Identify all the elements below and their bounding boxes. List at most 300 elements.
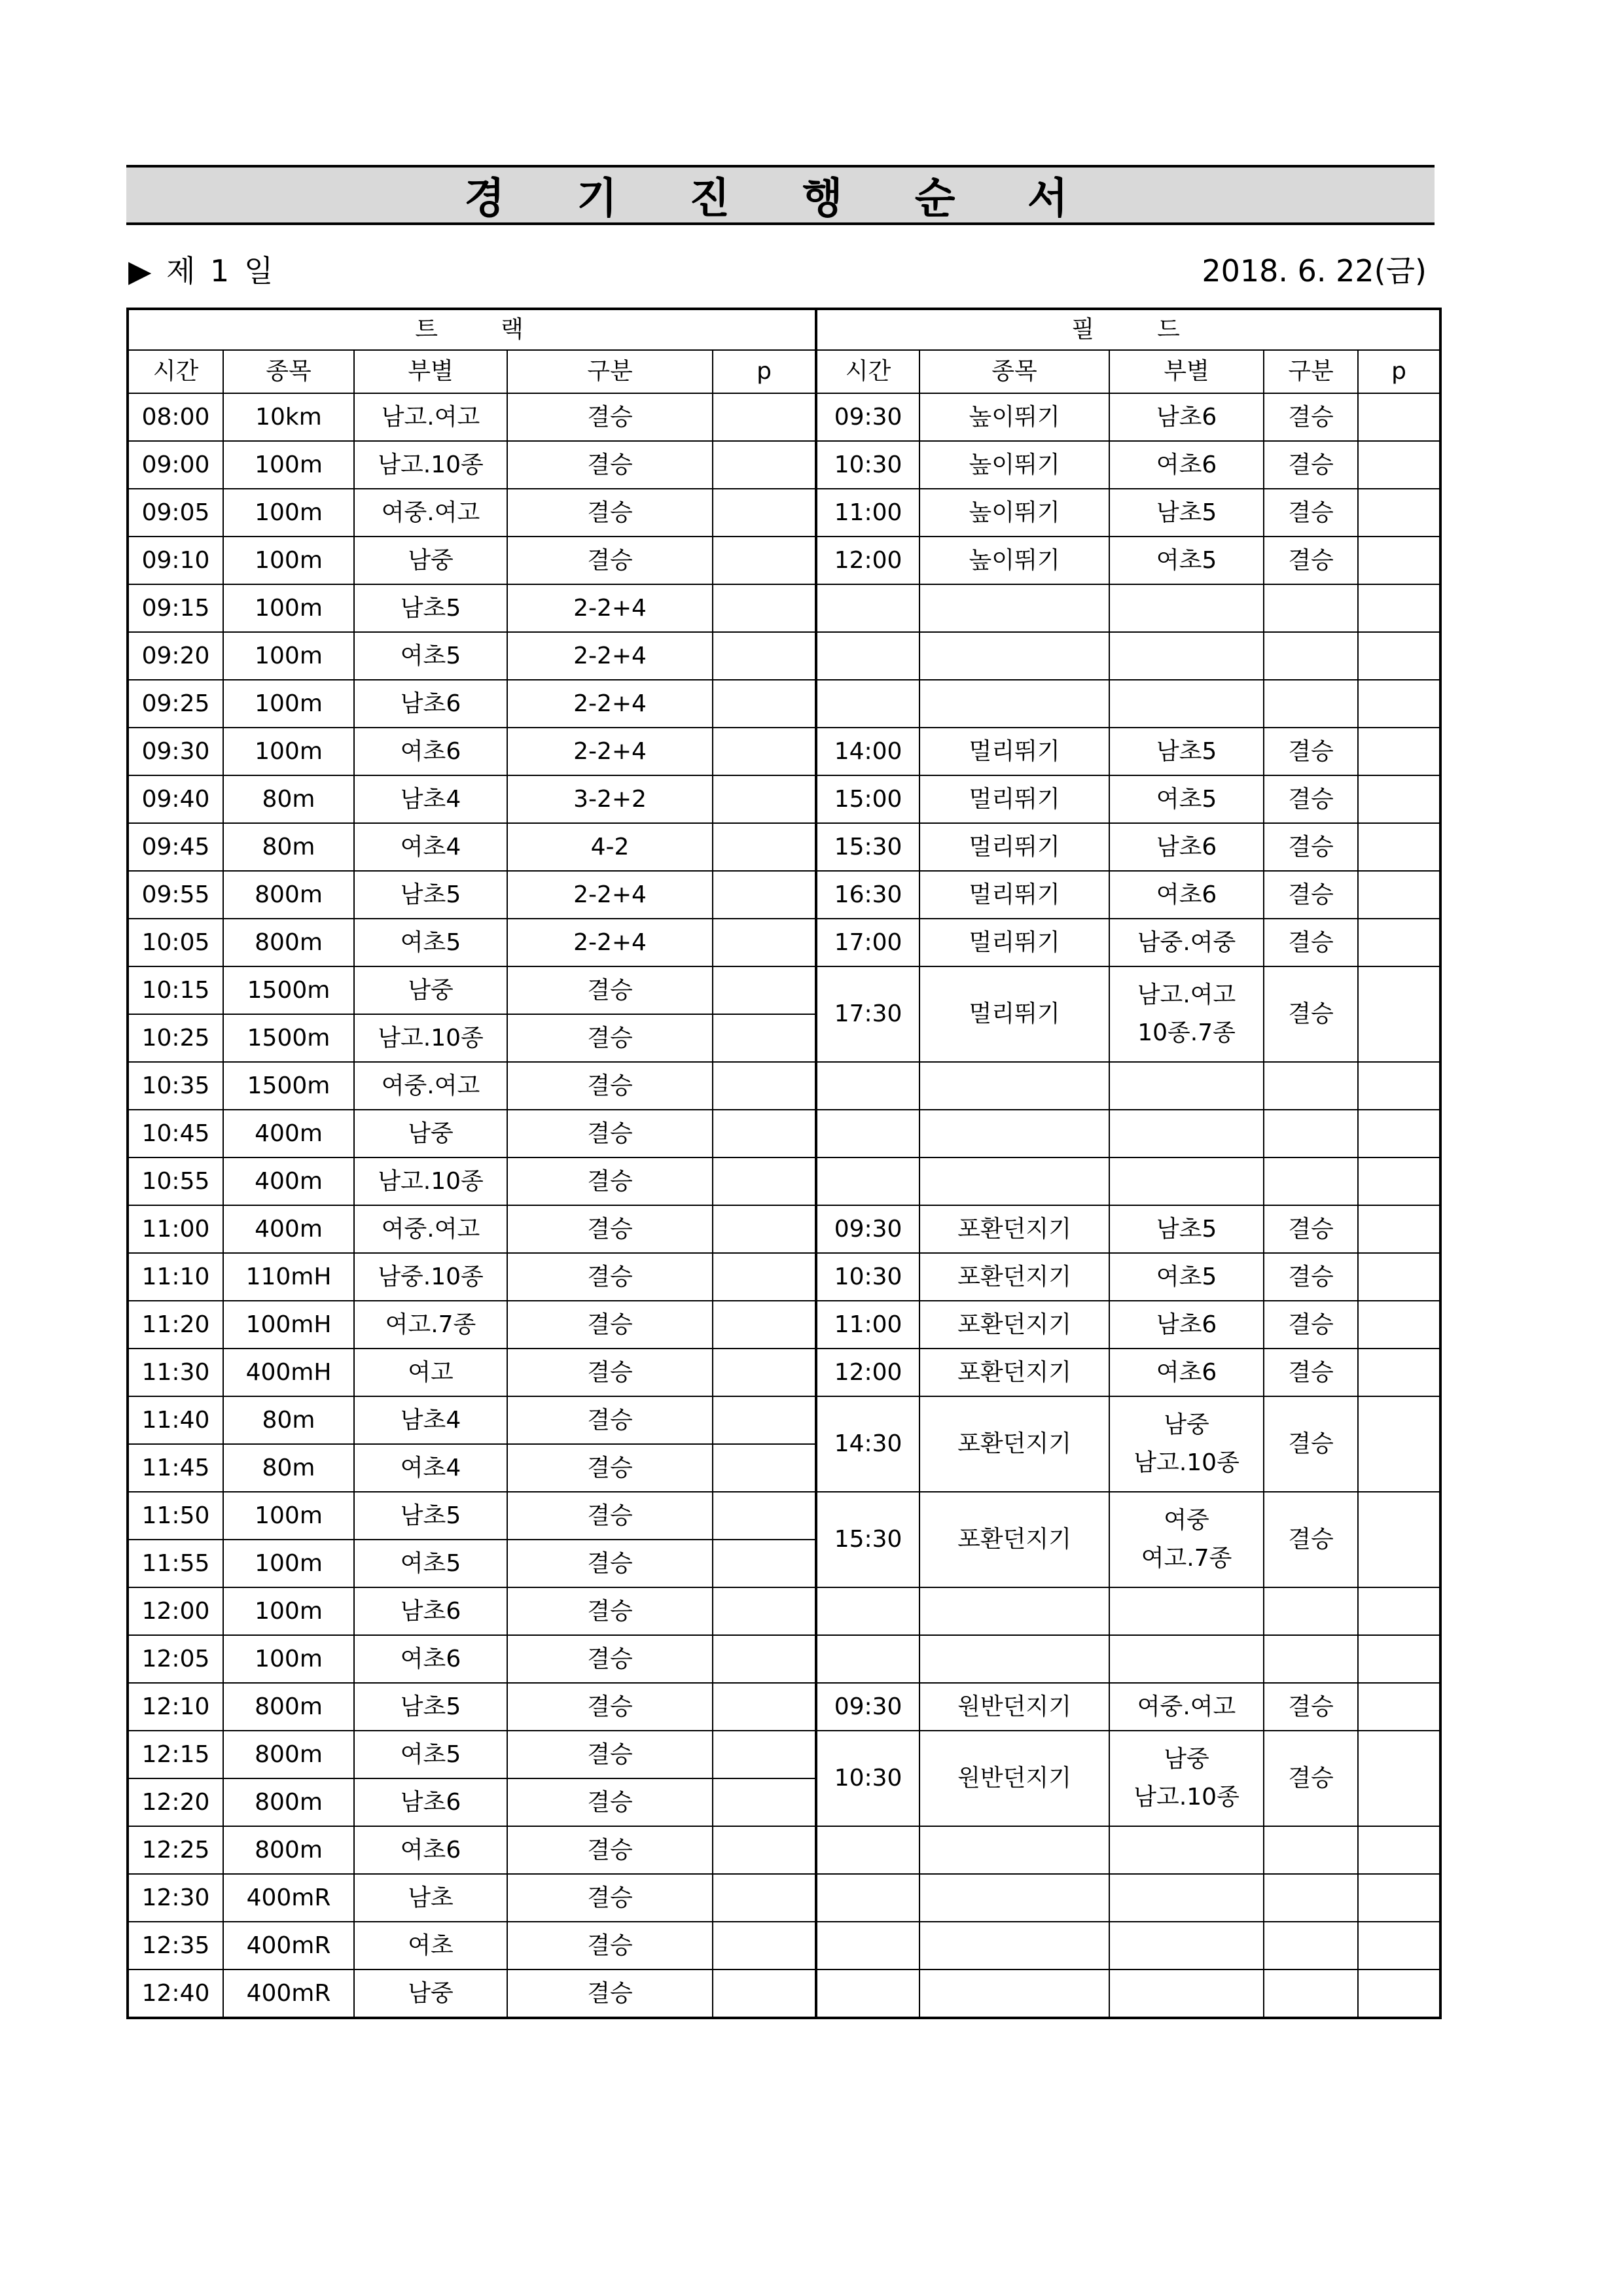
- track-cell: 11:00: [128, 1205, 223, 1253]
- field-cell: [1358, 1587, 1440, 1635]
- field-cell: [1109, 1969, 1264, 2018]
- field-cell: [816, 1062, 919, 1110]
- field-cell: [1358, 775, 1440, 823]
- field-cell: [1109, 1492, 1264, 1587]
- track-cell: 800m: [223, 1826, 354, 1874]
- track-cell: 여중.여고: [354, 1205, 507, 1253]
- field-cell: [1358, 1396, 1440, 1492]
- table-row: [128, 1253, 1440, 1301]
- field-cell: [1264, 1157, 1358, 1205]
- track-cell: 09:20: [128, 632, 223, 680]
- track-cell: [713, 632, 816, 680]
- track-cell: 여초4: [354, 823, 507, 871]
- track-cell: 100m: [223, 1492, 354, 1540]
- track-cell: 09:05: [128, 489, 223, 537]
- track-cell: 12:15: [128, 1731, 223, 1778]
- field-division-line: 남중: [1164, 1411, 1209, 1439]
- field-cell: [1358, 966, 1440, 1062]
- field-cell: 15:30: [816, 823, 919, 871]
- field-cell: [1358, 823, 1440, 871]
- track-cell: 남고.10종: [354, 1157, 507, 1205]
- track-cell: 2-2+4: [507, 919, 713, 966]
- field-cell: [1358, 1922, 1440, 1969]
- track-cell: 10:05: [128, 919, 223, 966]
- track-cell: 남중: [354, 966, 507, 1014]
- track-cell: [713, 393, 816, 441]
- field-cell: [1358, 632, 1440, 680]
- field-cell: 원반던지기: [919, 1731, 1109, 1826]
- field-cell: [919, 1110, 1109, 1157]
- track-cell: 여초5: [354, 632, 507, 680]
- table-row: [128, 823, 1440, 871]
- field-cell: 포환던지기: [919, 1492, 1109, 1587]
- track-cell: 결승: [507, 1874, 713, 1922]
- track-cell: 남고.10종: [354, 1014, 507, 1062]
- field-division-line: 남고.여고: [1137, 981, 1236, 1009]
- field-cell: [1109, 1110, 1264, 1157]
- field-cell: 16:30: [816, 871, 919, 919]
- track-cell: 2-2+4: [507, 680, 713, 728]
- track-cell: 4-2: [507, 823, 713, 871]
- field-cell: [1264, 584, 1358, 632]
- field-cell: [1264, 1874, 1358, 1922]
- field-cell: [1109, 632, 1264, 680]
- field-cell: [1358, 1349, 1440, 1396]
- field-division-line: 남고.10종: [1133, 1784, 1240, 1810]
- field-cell: 남초5: [1109, 1205, 1264, 1253]
- track-cell: 결승: [507, 441, 713, 489]
- track-cell: 100m: [223, 584, 354, 632]
- field-cell: 포환던지기: [919, 1349, 1109, 1396]
- track-cell: [713, 1635, 816, 1683]
- field-cell: 남초6: [1109, 1301, 1264, 1349]
- table-row: [128, 728, 1440, 775]
- field-cell: 결승: [1264, 1683, 1358, 1731]
- track-cell: 결승: [507, 1922, 713, 1969]
- field-division-line: 여중: [1164, 1507, 1209, 1534]
- track-cell: 결승: [507, 1731, 713, 1778]
- field-cell: [1109, 1157, 1264, 1205]
- field-cell: 여초6: [1109, 1349, 1264, 1396]
- field-cell: [816, 1635, 919, 1683]
- track-cell: 12:00: [128, 1587, 223, 1635]
- track-cell: 10:45: [128, 1110, 223, 1157]
- table-row: [128, 393, 1440, 441]
- track-cell: [713, 728, 816, 775]
- track-cell: 여초: [354, 1922, 507, 1969]
- track-cell: 남중: [354, 1969, 507, 2018]
- field-cell: [816, 1922, 919, 1969]
- table-row: [128, 1349, 1440, 1396]
- track-cell: 결승: [507, 1683, 713, 1731]
- field-cell: [816, 1587, 919, 1635]
- field-cell: 결승: [1264, 871, 1358, 919]
- field-cell: [919, 1969, 1109, 2018]
- track-cell: 09:40: [128, 775, 223, 823]
- track-cell: 결승: [507, 489, 713, 537]
- field-cell: [1358, 1253, 1440, 1301]
- track-cell: [713, 966, 816, 1014]
- table-row: [128, 1157, 1440, 1205]
- track-cell: 100mH: [223, 1301, 354, 1349]
- track-cell: 2-2+4: [507, 871, 713, 919]
- field-cell: [1264, 1062, 1358, 1110]
- track-cell: [713, 1587, 816, 1635]
- field-cell: [1109, 1062, 1264, 1110]
- track-cell: 여초6: [354, 728, 507, 775]
- track-cell: 결승: [507, 1062, 713, 1110]
- field-cell: [1109, 1826, 1264, 1874]
- field-cell: 남초5: [1109, 728, 1264, 775]
- table-row: [128, 871, 1440, 919]
- track-cell: 결승: [507, 1301, 713, 1349]
- table-row: [128, 632, 1440, 680]
- table-row: [128, 919, 1440, 966]
- track-cell: [713, 1014, 816, 1062]
- table-row: [128, 489, 1440, 537]
- field-cell: 여초5: [1109, 537, 1264, 584]
- field-cell: [1358, 728, 1440, 775]
- track-cell: 09:45: [128, 823, 223, 871]
- track-cell: [713, 584, 816, 632]
- table-row: [128, 1635, 1440, 1683]
- track-cell: 남초4: [354, 775, 507, 823]
- table-row: [128, 1874, 1440, 1922]
- table-row: [128, 537, 1440, 584]
- field-cell: 09:30: [816, 1683, 919, 1731]
- field-cell: [816, 1110, 919, 1157]
- field-cell: 결승: [1264, 1349, 1358, 1396]
- track-cell: 09:10: [128, 537, 223, 584]
- field-cell: [1109, 966, 1264, 1062]
- track-cell: 80m: [223, 1396, 354, 1444]
- track-cell: [713, 1396, 816, 1444]
- track-cell: 결승: [507, 966, 713, 1014]
- table-row: [128, 1062, 1440, 1110]
- track-cell: [713, 489, 816, 537]
- field-cell: 09:30: [816, 393, 919, 441]
- field-cell: 14:30: [816, 1396, 919, 1492]
- field-cell: [1358, 1157, 1440, 1205]
- table-row: [128, 1110, 1440, 1157]
- track-cell: 남초6: [354, 680, 507, 728]
- header-cell: 종목: [919, 350, 1109, 393]
- track-cell: 남중: [354, 537, 507, 584]
- track-cell: 100m: [223, 632, 354, 680]
- field-cell: [919, 584, 1109, 632]
- track-cell: 남초6: [354, 1778, 507, 1826]
- track-cell: 10:55: [128, 1157, 223, 1205]
- field-cell: 여초5: [1109, 1253, 1264, 1301]
- track-cell: 100m: [223, 728, 354, 775]
- field-cell: [1358, 680, 1440, 728]
- field-cell: 멀리뛰기: [919, 823, 1109, 871]
- field-cell: [1358, 393, 1440, 441]
- field-cell: 결승: [1264, 1301, 1358, 1349]
- field-cell: [1358, 441, 1440, 489]
- track-cell: [713, 1444, 816, 1492]
- track-cell: [713, 441, 816, 489]
- field-cell: 결승: [1264, 489, 1358, 537]
- field-cell: 17:30: [816, 966, 919, 1062]
- track-cell: 결승: [507, 537, 713, 584]
- field-cell: 남초6: [1109, 393, 1264, 441]
- track-cell: 11:55: [128, 1540, 223, 1587]
- header-cell: p: [1358, 350, 1440, 393]
- section-row: [128, 309, 1440, 350]
- header-cell: 시간: [128, 350, 223, 393]
- field-cell: [1264, 1635, 1358, 1683]
- track-cell: 11:45: [128, 1444, 223, 1492]
- field-cell: 원반던지기: [919, 1683, 1109, 1731]
- track-cell: [713, 775, 816, 823]
- track-cell: 12:10: [128, 1683, 223, 1731]
- track-cell: 12:35: [128, 1922, 223, 1969]
- section-field: 필 드: [816, 309, 1440, 350]
- field-cell: [919, 1157, 1109, 1205]
- field-cell: 14:00: [816, 728, 919, 775]
- field-cell: [1109, 1396, 1264, 1492]
- field-cell: 포환던지기: [919, 1205, 1109, 1253]
- track-cell: 12:20: [128, 1778, 223, 1826]
- track-cell: 11:30: [128, 1349, 223, 1396]
- table-row: [128, 1205, 1440, 1253]
- field-cell: 멀리뛰기: [919, 966, 1109, 1062]
- field-cell: [1358, 1301, 1440, 1349]
- track-cell: 09:00: [128, 441, 223, 489]
- field-cell: [1109, 1587, 1264, 1635]
- track-cell: 여고: [354, 1349, 507, 1396]
- track-cell: [713, 1205, 816, 1253]
- field-cell: 결승: [1264, 1205, 1358, 1253]
- track-cell: 100m: [223, 441, 354, 489]
- page-title: 경 기 진 행 순 서: [126, 165, 1435, 225]
- field-cell: [1358, 919, 1440, 966]
- field-cell: 결승: [1264, 775, 1358, 823]
- field-cell: [1358, 1635, 1440, 1683]
- track-cell: 80m: [223, 1444, 354, 1492]
- field-cell: [1109, 1922, 1264, 1969]
- field-cell: [1358, 537, 1440, 584]
- track-cell: 결승: [507, 1492, 713, 1540]
- track-cell: 10km: [223, 393, 354, 441]
- field-cell: [1358, 1731, 1440, 1826]
- field-cell: [1264, 1922, 1358, 1969]
- field-cell: 포환던지기: [919, 1301, 1109, 1349]
- track-cell: 100m: [223, 489, 354, 537]
- field-cell: 10:30: [816, 1253, 919, 1301]
- track-cell: 11:10: [128, 1253, 223, 1301]
- field-cell: 09:30: [816, 1205, 919, 1253]
- track-cell: 결승: [507, 1969, 713, 2018]
- track-cell: [713, 919, 816, 966]
- field-cell: 남중.여중: [1109, 919, 1264, 966]
- field-cell: 높이뛰기: [919, 393, 1109, 441]
- track-cell: 여초4: [354, 1444, 507, 1492]
- track-cell: 400m: [223, 1157, 354, 1205]
- field-cell: 남초5: [1109, 489, 1264, 537]
- track-cell: 남고.10종: [354, 441, 507, 489]
- track-cell: 100m: [223, 1540, 354, 1587]
- header-cell: p: [713, 350, 816, 393]
- track-cell: 09:55: [128, 871, 223, 919]
- field-cell: 멀리뛰기: [919, 728, 1109, 775]
- track-cell: 09:30: [128, 728, 223, 775]
- track-cell: 2-2+4: [507, 584, 713, 632]
- field-cell: [816, 1874, 919, 1922]
- track-cell: 800m: [223, 1778, 354, 1826]
- track-cell: 여중.여고: [354, 1062, 507, 1110]
- track-cell: 08:00: [128, 393, 223, 441]
- field-cell: [816, 1826, 919, 1874]
- track-cell: [713, 1349, 816, 1396]
- field-cell: 결승: [1264, 823, 1358, 871]
- table-row: [128, 1587, 1440, 1635]
- track-cell: 결승: [507, 1540, 713, 1587]
- track-cell: 800m: [223, 871, 354, 919]
- track-cell: 남초5: [354, 871, 507, 919]
- track-cell: 12:30: [128, 1874, 223, 1922]
- track-cell: 10:15: [128, 966, 223, 1014]
- header-cell: 구분: [507, 350, 713, 393]
- field-cell: 여중.여고: [1109, 1683, 1264, 1731]
- table-row: [128, 680, 1440, 728]
- field-cell: 포환던지기: [919, 1396, 1109, 1492]
- field-cell: 12:00: [816, 1349, 919, 1396]
- field-cell: 포환던지기: [919, 1253, 1109, 1301]
- field-division-line: 10종.7종: [1137, 1019, 1236, 1046]
- field-cell: 결승: [1264, 1731, 1358, 1826]
- track-cell: 400m: [223, 1110, 354, 1157]
- track-cell: 11:50: [128, 1492, 223, 1540]
- track-cell: [713, 1253, 816, 1301]
- field-cell: [1109, 584, 1264, 632]
- track-cell: 결승: [507, 1349, 713, 1396]
- field-division-line: 남고.10종: [1133, 1449, 1240, 1476]
- track-cell: 남중.10종: [354, 1253, 507, 1301]
- table-row: [128, 966, 1440, 1014]
- field-cell: [1264, 680, 1358, 728]
- track-cell: [713, 1110, 816, 1157]
- field-cell: 여초6: [1109, 441, 1264, 489]
- field-cell: [816, 632, 919, 680]
- header-cell: 시간: [816, 350, 919, 393]
- field-cell: [1358, 871, 1440, 919]
- table-row: [128, 1826, 1440, 1874]
- field-cell: 결승: [1264, 393, 1358, 441]
- field-cell: 여초5: [1109, 775, 1264, 823]
- field-cell: [1358, 1205, 1440, 1253]
- track-cell: 남초5: [354, 1492, 507, 1540]
- field-cell: 결승: [1264, 1492, 1358, 1587]
- table-row: [128, 441, 1440, 489]
- track-cell: 남초5: [354, 584, 507, 632]
- field-cell: 11:00: [816, 489, 919, 537]
- track-cell: 2-2+4: [507, 728, 713, 775]
- track-cell: 09:25: [128, 680, 223, 728]
- field-cell: 결승: [1264, 441, 1358, 489]
- field-cell: [919, 1922, 1109, 1969]
- field-cell: [1358, 584, 1440, 632]
- track-cell: 800m: [223, 919, 354, 966]
- field-cell: [919, 1826, 1109, 1874]
- field-cell: 결승: [1264, 537, 1358, 584]
- track-cell: 400mR: [223, 1874, 354, 1922]
- field-cell: 결승: [1264, 1396, 1358, 1492]
- track-cell: [713, 680, 816, 728]
- track-cell: [713, 1731, 816, 1778]
- table-row: [128, 1492, 1440, 1540]
- track-cell: [713, 1540, 816, 1587]
- track-cell: [713, 1062, 816, 1110]
- day-label: ▶ 제 1 일: [128, 253, 276, 289]
- track-cell: 100m: [223, 1635, 354, 1683]
- field-cell: [1358, 1969, 1440, 2018]
- field-division-line: 남중: [1164, 1746, 1209, 1773]
- table-row: [128, 1396, 1440, 1444]
- table-row: [128, 1683, 1440, 1731]
- track-cell: [713, 1157, 816, 1205]
- track-cell: 3-2+2: [507, 775, 713, 823]
- header-cell: 구분: [1264, 350, 1358, 393]
- field-cell: [1109, 680, 1264, 728]
- track-cell: 결승: [507, 1444, 713, 1492]
- track-cell: 12:25: [128, 1826, 223, 1874]
- track-cell: 결승: [507, 1635, 713, 1683]
- field-cell: [1358, 1110, 1440, 1157]
- field-cell: 12:00: [816, 537, 919, 584]
- track-cell: 여초5: [354, 1540, 507, 1587]
- track-cell: 110mH: [223, 1253, 354, 1301]
- field-cell: [919, 1062, 1109, 1110]
- track-cell: [713, 1778, 816, 1826]
- table-row: [128, 1301, 1440, 1349]
- track-cell: [713, 823, 816, 871]
- field-cell: 멀리뛰기: [919, 871, 1109, 919]
- field-cell: [1264, 1826, 1358, 1874]
- track-cell: 100m: [223, 680, 354, 728]
- track-cell: 결승: [507, 1253, 713, 1301]
- schedule-table: [126, 308, 1442, 2019]
- field-cell: [816, 1969, 919, 2018]
- track-cell: 결승: [507, 393, 713, 441]
- track-cell: 여초6: [354, 1826, 507, 1874]
- header-cell: 종목: [223, 350, 354, 393]
- field-cell: 멀리뛰기: [919, 919, 1109, 966]
- track-cell: 여초5: [354, 1731, 507, 1778]
- track-cell: 11:40: [128, 1396, 223, 1444]
- track-cell: 400mR: [223, 1922, 354, 1969]
- field-cell: [1264, 1969, 1358, 2018]
- track-cell: 100m: [223, 1587, 354, 1635]
- field-cell: [919, 632, 1109, 680]
- track-cell: 결승: [507, 1826, 713, 1874]
- track-cell: 100m: [223, 537, 354, 584]
- field-cell: [1264, 1110, 1358, 1157]
- track-cell: [713, 1969, 816, 2018]
- field-cell: [919, 680, 1109, 728]
- field-cell: [1358, 489, 1440, 537]
- track-cell: 남초: [354, 1874, 507, 1922]
- header-row: [128, 350, 1440, 393]
- track-cell: [713, 1492, 816, 1540]
- field-cell: 결승: [1264, 1253, 1358, 1301]
- field-cell: 10:30: [816, 441, 919, 489]
- track-cell: 10:35: [128, 1062, 223, 1110]
- track-cell: 결승: [507, 1396, 713, 1444]
- table-row: [128, 1731, 1440, 1778]
- track-cell: 80m: [223, 823, 354, 871]
